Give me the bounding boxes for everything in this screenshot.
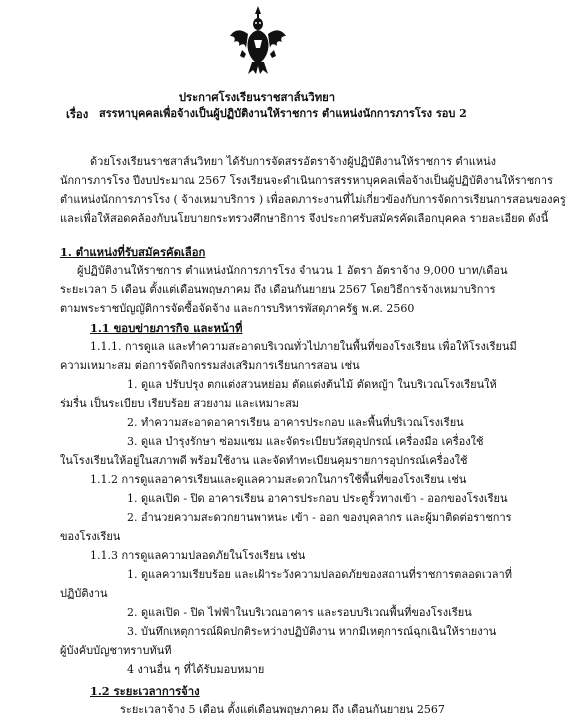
subject-text: สรรหาบุคคลเพื่อจ้างเป็นผู้ปฏิบัติงานให้ราชการ ตำแหน่งนักการภารโรง รอบ 2 (99, 107, 467, 120)
section1-line-3: ตามพระราชบัญญัติการจัดซื้อจัดจ้าง และการบริหารพัสดุภาครัฐ พ.ศ. 2560 (60, 302, 415, 315)
garuda-emblem-icon (228, 4, 288, 76)
intro-line-4: และเพื่อให้สอดคล้องกับนโยบายกระทรวงศึกษาธิการ จึงประกาศรับสมัครคัดเลือกบุคคล รายละเอียด ดังนี้ (60, 212, 549, 225)
section11-heading: 1.1 ขอบข่ายภารกิจ และหน้าที่ (90, 321, 243, 335)
section12-heading: 1.2 ระยะเวลาการจ้าง (90, 684, 200, 698)
section11-line-1: 1.1.1. การดูแล และทำความสะอาดบริเวณทั่วไปภายในพื้นที่ของโรงเรียน เพื่อให้โรงเรียนมี (90, 340, 517, 353)
section11-line-8: 1.1.2 การดูแลอาคารเรียนและดูแลความสะดวกในการใช้พื้นที่ของโรงเรียน เช่น (90, 473, 467, 486)
section11-line-18: 4 งานอื่น ๆ ที่ได้รับมอบหมาย (127, 663, 265, 676)
section11-line-15: 2. ดูแลเปิด - ปิด ไฟฟ้าในบริเวณอาคาร และรอบบริเวณพื้นที่ของโรงเรียน (127, 606, 472, 619)
org-title: ประกาศโรงเรียนราชสาส์นวิทยา (178, 90, 336, 104)
section11-line-3: 1. ดูแล ปรับปรุง ตกแต่งสวนหย่อม ตัดแต่งต้นไม้ ตัดหญ้า ในบริเวณโรงเรียนให้ (127, 378, 497, 391)
intro-line-3: ตำแหน่งนักการภารโรง ( จ้างเหมาบริการ ) เพื่อลดภาระงานที่ไม่เกี่ยวข้องกับการจัดการเรียนการสอนของครู (60, 193, 566, 206)
section11-line-12: 1.1.3 การดูแลความปลอดภัยในโรงเรียน เช่น (90, 549, 306, 562)
section1-heading-text: 1. ตำแหน่งที่รับสมัครคัดเลือก (60, 245, 206, 259)
section11-line-10: 2. อำนวยความสะดวกยานพาหนะ เข้า - ออก ของบุคลากร และผู้มาติดต่อราชการ (127, 511, 512, 524)
section11-line-7: ในโรงเรียนให้อยู่ในสภาพดี พร้อมใช้งาน และจัดทำทะเบียนคุมรายการอุปกรณ์เครื่องใช้ (60, 454, 468, 467)
section1-line-1: ผู้ปฏิบัติงานให้ราชการ ตำแหน่งนักการภารโรง จำนวน 1 อัตรา อัตราจ้าง 9,000 บาท/เดือน (77, 264, 508, 277)
section1-heading (60, 245, 205, 259)
intro-line-1: ด้วยโรงเรียนราชสาส์นวิทยา ได้รับการจัดสรรอัตราจ้างผู้ปฏิบัติงานให้ราชการ ตำแหน่ง (90, 155, 497, 168)
section11-line-4: ร่มรื่น เป็นระเบียบ เรียบร้อย สวยงาม และเหมาะสม (60, 397, 300, 410)
section11-line-11: ของโรงเรียน (60, 530, 121, 543)
section11-line-14: ปฏิบัติงาน (60, 587, 108, 600)
section11-line-9: 1. ดูแลเปิด - ปิด อาคารเรียน อาคารประกอบ ประตูรั้วทางเข้า - ออกของโรงเรียน (127, 492, 508, 505)
section11-line-16: 3. บันทึกเหตุการณ์ผิดปกติระหว่างปฏิบัติงาน หากมีเหตุการณ์ฉุกเฉินให้รายงาน (127, 625, 497, 638)
section1-line-2: ระยะเวลา 5 เดือน ตั้งแต่เดือนพฤษภาคม ถึง เดือนกันยายน 2567 โดยวิธีการจ้างเหมาบริการ (60, 283, 496, 296)
section12-line: ระยะเวลาจ้าง 5 เดือน ตั้งแต่เดือนพฤษภาคม ถึง เดือนกันยายน 2567 (120, 703, 445, 716)
section11-line-6: 3. ดูแล บำรุงรักษา ซ่อมแซม และจัดระเบียบวัสดุอุปกรณ์ เครื่องมือ เครื่องใช้ (127, 435, 484, 448)
section11-line-5: 2. ทำความสะอาดอาคารเรียน อาคารประกอบ และพื้นที่บริเวณโรงเรียน (127, 416, 464, 429)
intro-line-2: นักการภารโรง ปีงบประมาณ 2567 โรงเรียนจะดำเนินการสรรหาบุคคลเพื่อจ้างเป็นผู้ปฏิบัติงานให้ราชการ (60, 174, 553, 187)
section11-line-2: ความเหมาะสม ต่อการจัดกิจกรรมส่งเสริมการเรียนการสอน เช่น (60, 359, 360, 372)
section11-line-13: 1. ดูแลความเรียบร้อย และเฝ้าระวังความปลอดภัยของสถานที่ราชการตลอดเวลาที่ (127, 568, 512, 581)
subject-label: เรื่อง (66, 107, 89, 121)
section11-line-17: ผู้บังคับบัญชาทราบทันที (60, 644, 172, 657)
